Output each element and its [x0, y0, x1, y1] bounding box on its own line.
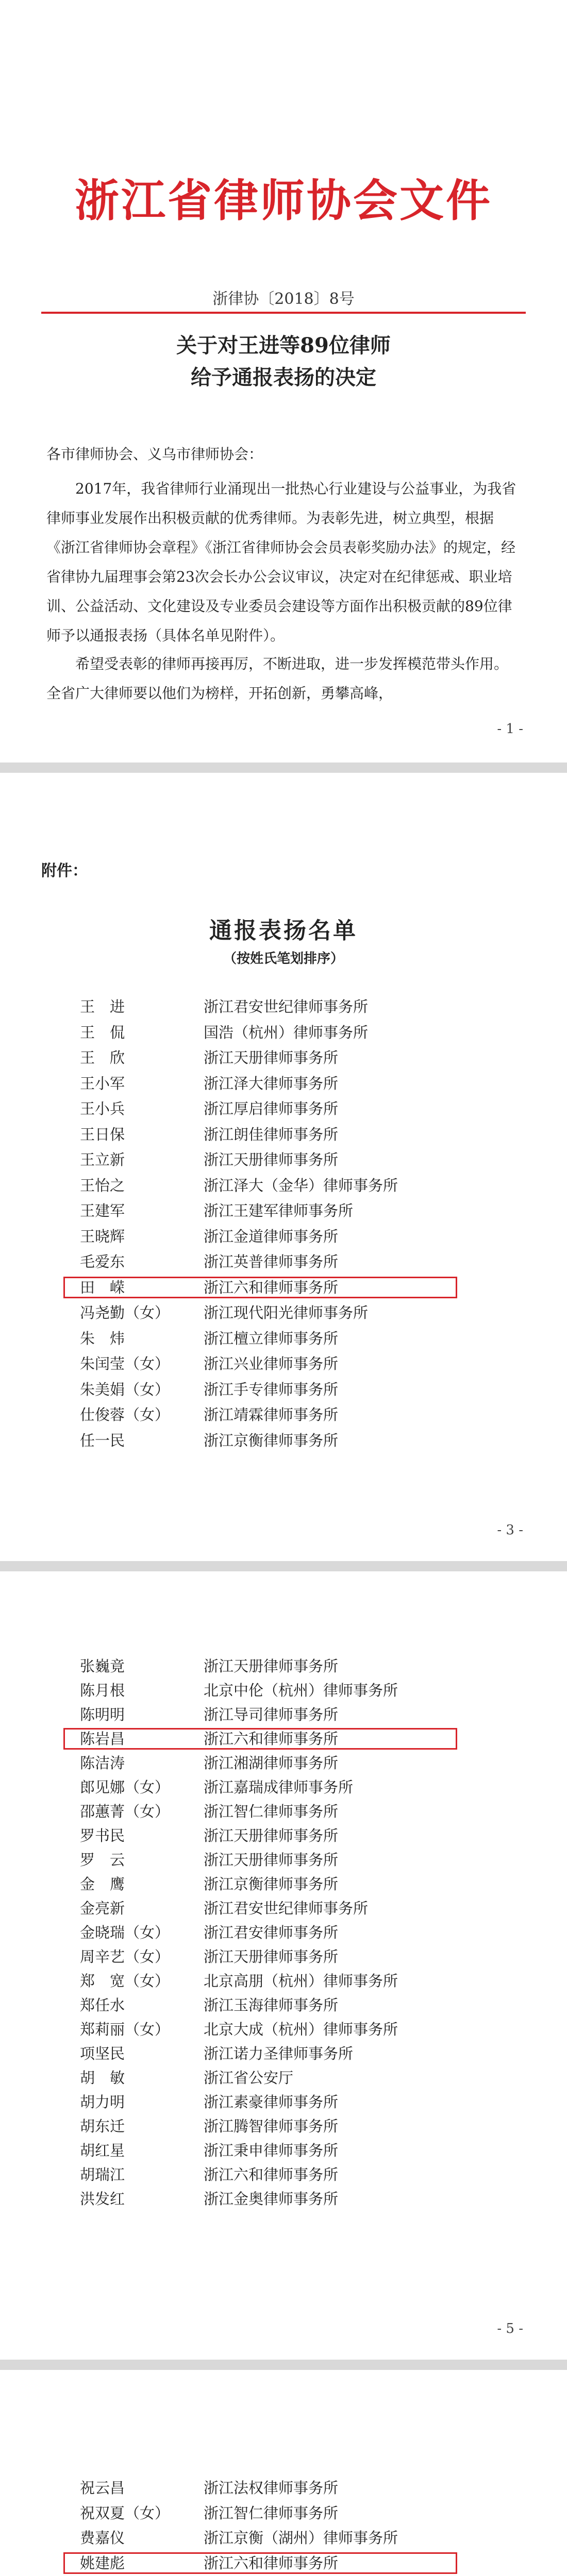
- list-item: [80, 994, 503, 1019]
- list-item: [80, 2138, 503, 2163]
- law-firm: 浙江法权律师事务所: [204, 2479, 339, 2497]
- list-item: [62, 1275, 459, 1300]
- law-firm: 浙江现代阳光律师事务所: [204, 1304, 369, 1321]
- lawyer-name: 费嘉仪: [80, 2529, 125, 2547]
- law-firm: 浙江檀立律师事务所: [204, 1329, 339, 1347]
- law-firm: 浙江六和律师事务所: [204, 1730, 339, 1748]
- law-firm: 浙江王建军律师事务所: [204, 1202, 354, 1219]
- lawyer-name: 朱美娟（女）: [80, 1380, 170, 1398]
- list-item: [80, 2017, 503, 2042]
- lawyer-name: 任一民: [80, 1431, 125, 1449]
- list-item: [80, 1326, 503, 1351]
- law-firm: 北京大成（杭州）律师事务所: [204, 2021, 398, 2038]
- lawyer-name: 郎见娜（女）: [80, 1778, 170, 1796]
- law-firm: 浙江六和律师事务所: [204, 2166, 339, 2183]
- lawyer-name: 胡东迁: [80, 2117, 125, 2135]
- list-item: [80, 1198, 503, 1223]
- list-item: [80, 1944, 503, 1969]
- law-firm: 浙江金奥律师事务所: [204, 2190, 339, 2208]
- law-firm: 浙江六和律师事务所: [204, 2554, 339, 2572]
- lawyer-name: 祝双夏（女）: [80, 2504, 170, 2522]
- law-firm: 浙江素豪律师事务所: [204, 2093, 339, 2111]
- list-item: [80, 1993, 503, 2018]
- list-item: [80, 1249, 503, 1274]
- lawyer-name: 毛爱东: [80, 1253, 125, 1270]
- law-firm: 浙江省公安厅: [204, 2069, 294, 2087]
- list-item: [80, 1096, 503, 1121]
- body-paragraph-2: 希望受表彰的律师再接再厉，不断进取，进一步发挥模范带头作用。全省广大律师要以他们为榜样，开拓创新，勇攀高峰，: [46, 655, 509, 702]
- lawyer-name: 王建军: [80, 1202, 125, 1219]
- lawyer-name: 金 鹰: [80, 1875, 125, 1893]
- document-header: 浙江省律师协会文件: [75, 175, 492, 227]
- page-2: [0, 773, 567, 1561]
- list-item: [80, 2090, 503, 2114]
- page-number: - 5 -: [497, 2321, 523, 2336]
- list-item: [80, 2501, 503, 2526]
- law-firm: 浙江君安律师事务所: [204, 1924, 339, 1941]
- law-firm: 浙江朗佳律师事务所: [204, 1125, 339, 1143]
- list-item: [80, 1147, 503, 1172]
- lawyer-name: 罗书民: [80, 1827, 125, 1844]
- list-item: [80, 1173, 503, 1198]
- lawyer-name: 郑 宽（女）: [80, 1972, 170, 1990]
- law-firm: 北京中伦（杭州）律师事务所: [204, 1682, 398, 1699]
- list-item: [80, 2162, 503, 2187]
- law-firm: 国浩（杭州）律师事务所: [204, 1023, 369, 1041]
- law-firm: 浙江天册律师事务所: [204, 1948, 339, 1965]
- list-item: [62, 1726, 459, 1751]
- list-item: [80, 1848, 503, 1872]
- lawyer-name: 祝云昌: [80, 2479, 125, 2497]
- lawyer-name: 项坚民: [80, 2045, 125, 2062]
- lawyer-name: 陈月根: [80, 1682, 125, 1699]
- list-item: [80, 1045, 503, 1070]
- law-firm: 浙江天册律师事务所: [204, 1049, 339, 1066]
- law-firm: 浙江导司律师事务所: [204, 1706, 339, 1723]
- addressee: 各市律师协会、义乌市律师协会：: [46, 446, 263, 463]
- law-firm: 浙江君安世纪律师事务所: [204, 998, 369, 1015]
- list-item: [80, 1896, 503, 1921]
- lawyer-name: 王 进: [80, 998, 125, 1015]
- list-item: [80, 2187, 503, 2211]
- law-firm: 浙江厚启律师事务所: [204, 1100, 339, 1117]
- list-item: [80, 1920, 503, 1945]
- lawyer-name: 陈明明: [80, 1706, 125, 1723]
- list-item: [80, 2114, 503, 2139]
- list-item: [80, 1402, 503, 1427]
- list-item: [80, 2476, 503, 2500]
- list-item: [80, 1823, 503, 1848]
- law-firm: 浙江京衡（湖州）律师事务所: [204, 2529, 398, 2547]
- law-firm: 浙江泽大律师事务所: [204, 1074, 339, 1092]
- page-number: - 3 -: [497, 1522, 523, 1538]
- law-firm: 浙江天册律师事务所: [204, 1851, 339, 1869]
- page-number: - 1 -: [497, 721, 523, 737]
- list-item: [80, 1020, 503, 1045]
- list-item: [80, 1969, 503, 1993]
- lawyer-name: 仕俊蓉（女）: [80, 1406, 170, 1423]
- document-number: 浙律协〔2018〕8号: [212, 290, 355, 308]
- law-firm: 浙江英普律师事务所: [204, 1253, 339, 1270]
- list-item: [80, 1872, 503, 1896]
- lawyer-name: 王立新: [80, 1151, 125, 1168]
- lawyer-name: 金晓瑞（女）: [80, 1924, 170, 1941]
- lawyer-name: 郑莉丽（女）: [80, 2021, 170, 2038]
- law-firm: 浙江泽大（金华）律师事务所: [204, 1176, 398, 1194]
- list-item: [80, 2065, 503, 2090]
- lawyer-name: 冯尧勤（女）: [80, 1304, 170, 1321]
- lawyer-name: 张巍竟: [80, 1657, 125, 1675]
- law-firm: 浙江金道律师事务所: [204, 1227, 339, 1245]
- lawyer-name: 田 嵘: [80, 1278, 125, 1296]
- lawyer-name: 郑任水: [80, 1996, 125, 2014]
- page-1: [0, 0, 567, 762]
- law-firm: 浙江兴业律师事务所: [204, 1355, 339, 1372]
- law-firm: 浙江智仁律师事务所: [204, 1803, 339, 1820]
- lawyer-name: 王晓辉: [80, 1227, 125, 1245]
- lawyer-name: 陈洁涛: [80, 1754, 125, 1772]
- lawyer-name: 陈岩昌: [80, 1730, 125, 1748]
- law-firm: 浙江智仁律师事务所: [204, 2504, 339, 2522]
- list-item: [80, 2041, 503, 2066]
- page-3: [0, 1571, 567, 2360]
- lawyer-name: 王怡之: [80, 1176, 125, 1194]
- list-item: [80, 2526, 503, 2550]
- lawyer-name: 邵蕙菁（女）: [80, 1803, 170, 1820]
- list-item: [80, 1678, 503, 1703]
- list-item: [80, 1654, 503, 1679]
- lawyer-name: 洪发红: [80, 2190, 125, 2208]
- law-firm: 浙江京衡律师事务所: [204, 1431, 339, 1449]
- law-firm: 浙江嘉瑞成律师事务所: [204, 1778, 354, 1796]
- law-firm: 浙江湘湖律师事务所: [204, 1754, 339, 1772]
- lawyer-name: 姚建彪: [80, 2554, 125, 2572]
- lawyer-name: 朱 炜: [80, 1329, 125, 1347]
- list-item: [80, 1300, 503, 1325]
- list-item: [62, 2551, 459, 2575]
- lawyer-name: 胡红星: [80, 2142, 125, 2159]
- law-firm: 浙江六和律师事务所: [204, 1278, 339, 1296]
- law-firm: 浙江秉申律师事务所: [204, 2142, 339, 2159]
- law-firm: 浙江手专律师事务所: [204, 1380, 339, 1398]
- list-title: 通报表扬名单: [209, 918, 358, 944]
- list-item: [80, 1224, 503, 1249]
- law-firm: 浙江京衡律师事务所: [204, 1875, 339, 1893]
- lawyer-name: 朱闰莹（女）: [80, 1355, 170, 1372]
- list-item: [80, 1351, 503, 1376]
- title-line-1: 关于对王进等89位律师: [176, 333, 391, 358]
- law-firm: 浙江腾智律师事务所: [204, 2117, 339, 2135]
- list-item: [80, 1799, 503, 1824]
- list-subtitle: （按姓氏笔划排序）: [223, 951, 344, 967]
- lawyer-name: 王 欣: [80, 1049, 125, 1066]
- header-divider: [41, 312, 526, 314]
- title-line-2: 给予通报表扬的决定: [191, 365, 376, 389]
- law-firm: 浙江天册律师事务所: [204, 1151, 339, 1168]
- document-title: [0, 330, 567, 394]
- list-item: [80, 1122, 503, 1147]
- list-item: [80, 1775, 503, 1800]
- lawyer-name: 周辛艺（女）: [80, 1948, 170, 1965]
- law-firm: 浙江天册律师事务所: [204, 1827, 339, 1844]
- list-item: [80, 1377, 503, 1402]
- list-item: [80, 1751, 503, 1775]
- lawyer-name: 王 侃: [80, 1023, 125, 1041]
- law-firm: 北京高朋（杭州）律师事务所: [204, 1972, 398, 1990]
- list-item: [80, 1702, 503, 1727]
- law-firm: 浙江靖霖律师事务所: [204, 1406, 339, 1423]
- list-item: [80, 1071, 503, 1096]
- law-firm: 浙江君安世纪律师事务所: [204, 1900, 369, 1917]
- lawyer-name: 胡力明: [80, 2093, 125, 2111]
- body-paragraph-1: 2017年，我省律师行业涌现出一批热心行业建设与公益事业，为我省律师事业发展作出积极贡献的优秀律师。为表彰先进，树立典型，根据《浙江省律师协会章程》《浙江省律师协会会员表彰奖励办法》的规定，经省律协九届理事会第23次会长办公会议审议，决定对在纪律惩戒、职业培训、公益活动、文化建设及专业委员会建设等方面作出积极贡献的89位律师予以通报表扬（具体名单见附件）。: [46, 480, 516, 644]
- lawyer-name: 王小兵: [80, 1100, 125, 1117]
- lawyer-name: 罗 云: [80, 1851, 125, 1869]
- law-firm: 浙江诺力圣律师事务所: [204, 2045, 354, 2062]
- law-firm: 浙江天册律师事务所: [204, 1657, 339, 1675]
- attachment-label: 附件：: [41, 862, 88, 880]
- lawyer-name: 王日保: [80, 1125, 125, 1143]
- law-firm: 浙江玉海律师事务所: [204, 1996, 339, 2014]
- lawyer-name: 胡瑞江: [80, 2166, 125, 2183]
- lawyer-name: 王小军: [80, 1074, 125, 1092]
- page-4: [0, 2370, 567, 2576]
- list-item: [80, 1428, 503, 1453]
- lawyer-name: 金亮新: [80, 1900, 125, 1917]
- lawyer-name: 胡 敏: [80, 2069, 125, 2087]
